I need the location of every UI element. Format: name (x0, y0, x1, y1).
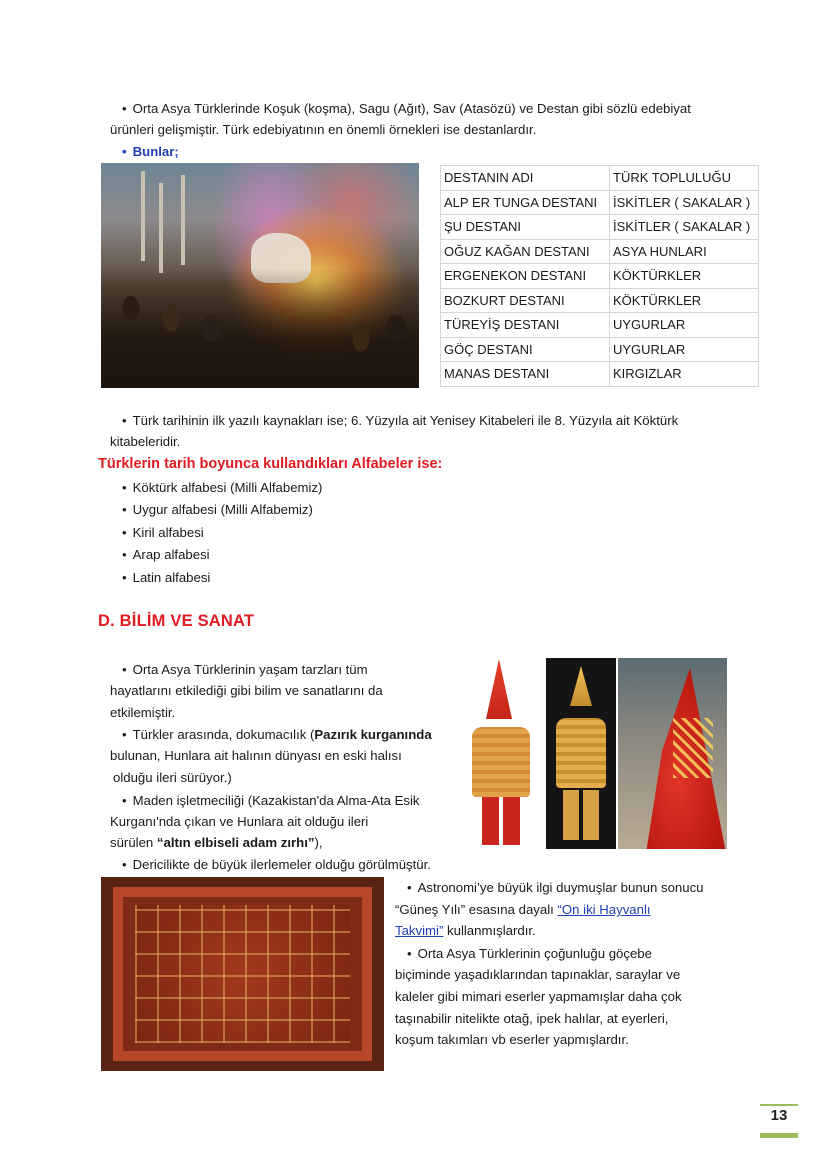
list-item: • Latin alfabesi (122, 567, 210, 588)
science-p2-bold: Pazırık kurganında (314, 727, 432, 742)
table-cell: UYGURLAR (610, 313, 759, 338)
table-cell: KÖKTÜRKLER (610, 288, 759, 313)
science-p5-line3-end: kullanmışlardır. (443, 923, 536, 938)
science-p2-line: olduğu ileri sürüyor.) (113, 770, 232, 785)
science-p2-line (122, 724, 432, 745)
science-p6-line: taşınabilir nitelikte otağ, ipek halılar, at eyerleri, (395, 1011, 669, 1026)
science-p2-start: Türkler arasında, dokumacılık ( (132, 727, 315, 742)
science-p6-line: • Orta Asya Türklerinin çoğunluğu göçebe (407, 943, 652, 964)
table-row (441, 215, 759, 240)
science-p3-line (110, 832, 323, 853)
table-cell: UYGURLAR (610, 337, 759, 362)
science-p3-last-bold: “altın elbiseli adam zırhı” (156, 835, 315, 850)
table-row (441, 288, 759, 313)
section-heading: D. BİLİM VE SANAT (98, 612, 255, 630)
intro-line-2: ürünleri gelişmiştir. Türk edebiyatının en önemli örnekleri ise destanlardır. (110, 122, 537, 137)
science-p3-last-end: ), (314, 835, 323, 850)
twelve-animal-calendar-link[interactable]: “On iki Hayvanlı (557, 902, 651, 917)
table-cell: KÖKTÜRKLER (610, 264, 759, 289)
science-p3-last-start: sürülen (110, 835, 157, 850)
destan-table (440, 165, 759, 387)
science-p4-line: • Dericilikte de büyük ilerlemeler olduğu görülmüştür. (122, 854, 431, 875)
sources-line-2: kitabeleridir. (110, 434, 181, 449)
table-row (441, 190, 759, 215)
table-header-row (441, 166, 759, 191)
table-cell: MANAS DESTANI (441, 362, 610, 387)
page-number-bar-bottom (760, 1133, 798, 1138)
table-cell: OĞUZ KAĞAN DESTANI (441, 239, 610, 264)
destan-painting-image (101, 163, 419, 388)
table-row (441, 337, 759, 362)
table-cell: GÖÇ DESTANI (441, 337, 610, 362)
table-cell: İSKİTLER ( SAKALAR ) (610, 190, 759, 215)
table-row (441, 239, 759, 264)
bunlar-label: • Bunlar; (122, 141, 179, 162)
pazirik-carpet-image (101, 877, 384, 1071)
science-p2-line: bulunan, Hunlara ait halının dünyası en eski halısı (110, 748, 402, 763)
armor-headdress-image (618, 658, 727, 849)
table-row (441, 362, 759, 387)
table-cell: İSKİTLER ( SAKALAR ) (610, 215, 759, 240)
armor-image-1 (462, 657, 542, 850)
science-p3-line: • Maden işletmeciliği (Kazakistan'da Alma-Ata Esik (122, 790, 420, 811)
table-cell: ALP ER TUNGA DESTANI (441, 190, 610, 215)
science-p3-line: Kurganı'nda çıkan ve Hunlara ait olduğu ileri (110, 814, 369, 829)
table-cell: BOZKURT DESTANI (441, 288, 610, 313)
science-p1-line: hayatlarını etkilediği gibi bilim ve sanatlarını da (110, 683, 383, 698)
science-p6-line: biçiminde yaşadıklarından tapınaklar, saraylar ve (395, 967, 681, 982)
list-item: • Köktürk alfabesi (Milli Alfabemiz) (122, 477, 322, 498)
page-number-bar-top (760, 1104, 798, 1106)
armor-image-2 (546, 658, 616, 849)
science-p1-line: • Orta Asya Türklerinin yaşam tarzları tüm (122, 659, 368, 680)
science-p5-line2-start: “Güneş Yılı” esasına dayalı (395, 902, 558, 917)
science-p1-line: etkilemiştir. (110, 705, 176, 720)
table-row (441, 264, 759, 289)
table-cell: ASYA HUNLARI (610, 239, 759, 264)
science-p6-line: koşum takımları vb eserler yapmışlardır. (395, 1032, 629, 1047)
table-header-cell: TÜRK TOPLULUĞU (610, 166, 759, 191)
alphabets-title: Türklerin tarih boyunca kullandıkları Alfabeler ise: (98, 456, 443, 472)
table-cell: KIRGIZLAR (610, 362, 759, 387)
list-item: • Arap alfabesi (122, 544, 210, 565)
table-cell: ŞU DESTANI (441, 215, 610, 240)
table-header-cell: DESTANIN ADI (441, 166, 610, 191)
list-item: • Uygur alfabesi (Milli Alfabemiz) (122, 499, 313, 520)
sources-line-1: • Türk tarihinin ilk yazılı kaynakları ise; 6. Yüzyıla ait Yenisey Kitabeleri ile 8. Yüzyıla ait Köktürk (122, 410, 678, 431)
science-p5-line (395, 920, 536, 941)
table-cell: TÜREYİŞ DESTANI (441, 313, 610, 338)
page-number: 13 (770, 1107, 788, 1124)
science-p5-line: • Astronomi’ye büyük ilgi duymuşlar bunun sonucu (407, 877, 704, 898)
twelve-animal-calendar-link-cont[interactable]: Takvimi” (395, 923, 444, 938)
intro-line-1: • Orta Asya Türklerinde Koşuk (koşma), Sagu (Ağıt), Sav (Atasözü) ve Destan gibi sözlü edebiyat (122, 98, 691, 119)
table-cell: ERGENEKON DESTANI (441, 264, 610, 289)
science-p5-line (395, 899, 651, 920)
list-item: • Kiril alfabesi (122, 522, 204, 543)
table-row (441, 313, 759, 338)
science-p6-line: kaleler gibi mimari eserler yapmamışlar daha çok (395, 989, 682, 1004)
